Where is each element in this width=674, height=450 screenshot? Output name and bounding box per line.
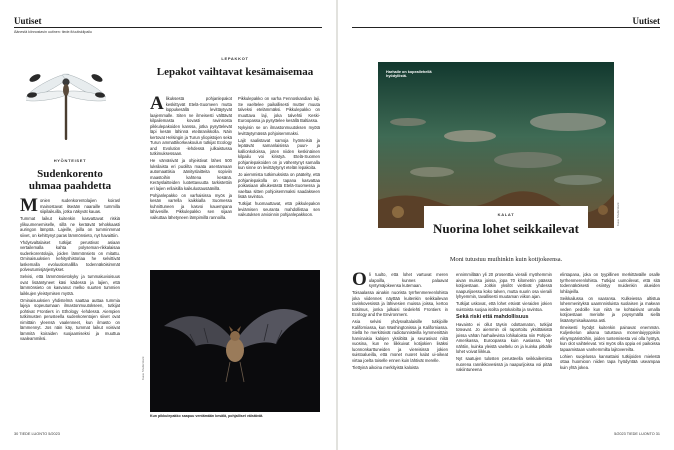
article-paragraph: Tutkijat uskovat, että lohet etsivät vieraiden jokien suistoista suojaa isoilta petokaloilta ja ravintoa.: [456, 301, 552, 312]
article-paragraph: elintapana, joka on tyypillinen merkittäväille osalle tyrrhenmerenlohista. Tutkijat uumoilevat, että sitä todennäköisesti esiintyy muidenkin alueiden lohilajeilla.: [560, 272, 660, 294]
article2-paragraph: Tutkijat huomauttavat, että pikkulepakon leviämisen seuranta mahdollistaa sen vaikutuksen arvioinnin pohjanlepakkoon.: [238, 201, 320, 217]
article1-paragraph: Selvisi, että lämmönsietokyky ja tummakuvioisuus ovat lisääntyneet käsi kädessä ja lajien, että lämmönsieto on kasvanut melko suurten tummien laikkujen yleistymisen myötä.: [20, 274, 120, 296]
article2-paragraph: Lajit saalistavat samoja hyönteisiä ja lepäävät samanlaisissa puun- ja kallionkoloissa, joten niiden keskinäinen kilpailu voi kiristyä. Etelä-Suomen pohjanlepakoiden on jo vähentynyt samalla kun sinne on levittäytynyt etelän lepakoita.: [238, 137, 320, 170]
article-paragraph: Nyt saatujen tulosten perusteella seikkailemista nuorena rannikkovesissä ja naapurijoissa voi pitää vakiintuneena: [456, 356, 552, 372]
article-paragraph: Tiettyinä aikoina merkityistä kaloista: [352, 364, 419, 370]
article-paragraph: Havainto ei ollut täysin odottamaton, tutkijat toteavat. Jo aiemmin oli raportoitu yksittäisistä joissa vähän harhailevista lohikaloista niin Pohjois-Amerikassa, Euroopassa kuin Aasiassa. Nyt nähtiin, kuinka yleistä vaeltelu on ja kuinka pitkälle lohet voivat liikkua.: [456, 321, 552, 354]
article2-dropcap: A: [150, 96, 164, 114]
tagline: Äänestä kiinnostavin uutinen: tiede.fi/uutiskilpailu: [14, 30, 92, 34]
article2-paragraph: Pikkulepakko on varha Fennoskandian laji. Se vaeltelee paikallisesti mutter muuta talveksi etelämmäksi. Pikkulepakko on muuttava laji, joka talvehtii Keski-Euroopassa ja pysyttelee kesällä Baltiassa.: [238, 96, 320, 123]
article1-paragraph: Tummat laikut kuitenkin kasvattavat riskiä ylikuumenemiselle, sillä ne keräävät tehokkaasti auringon lämpöä. Lajeille, joilla on tumminmmat siivet, on kehittynyt paras lämmönsieto, nyt havaittiin.: [20, 216, 120, 238]
bat-photo: [150, 270, 320, 412]
bat-photo-caption: Kun pikkulepakko saapuu ventämään kesälä, pohjalliset väistävät.: [150, 414, 264, 418]
article1-dropcap: M: [20, 198, 38, 216]
page-folio-left: 30 TIEDE LUONTO 5/2023: [14, 432, 60, 436]
article2-paragraph: Jo aiemmista tutkimuksista on päätelty, että pohjanlepakolla on tapana kasvattaa poikasiaan alkukesästä Etelä-Suomessa ja vaeltaa sitten pohjoisemmaksi saadakseen lisää ravintoa.: [238, 172, 320, 199]
article-dropcap: O: [352, 272, 367, 290]
section-title: Uutiset: [14, 16, 42, 26]
article-subhead: Sekä riski että mahdollisuus: [456, 314, 529, 320]
article-paragraph: li tuulto, että lohet vartuvat meren ulapoilla, kunnes palaavat syntymäjokeensa kutemaan.: [368, 272, 448, 288]
page-folio-right: 5/2023 TIEDE LUONTO 31: [614, 432, 660, 436]
right-page: [338, 0, 674, 450]
article2-paragraph: He värväsivät ja ohjeistivat lähes 500 luksilaista eri puolilta maata asentamaan automaattisia äänityslaitteita sopiviin maastoihin kahtena kesänä. Keräyslaitteiden luotettavuutta tarkistettiin eri lajien erilaisilla kaikuluotausäänillä.: [150, 158, 232, 191]
article-paragraph: Lohien suojelussa kannattaisi tutkijoiden mielestä ottaa huomioon niiden tapa hyödyntää useampaa kuin yhtä jokea.: [560, 353, 660, 370]
article2-paragraph: Pohjanlepakko on varhaisissa myös ja kesän varrella kaikkialla Suomessa kuhnittuneen ja kasvoi kauempana lähivesille. Pikkulepakko sen sijaan vaikuttaa lähetyneen lämpimillä rannoilla.: [150, 192, 232, 220]
article-column-2: [456, 272, 552, 428]
article-paragraph: Toisaalassa ainakin nuorista tyrrhenmereenlohista joka viidennes näyttää kuitenkin seikkailevan ravinkovesissä ja lähivesien muissa joissa, kertoo tutkimus, jonka julkaisi tiedelehti Frontiers in Ecology and the Environment.: [352, 290, 448, 317]
bat-photo-credit: Kuva: Shutterstock: [141, 356, 145, 380]
article-column-3: [560, 272, 660, 428]
header-rule: [14, 27, 322, 28]
salmon-photo-caption: Harhaile on kopeallehellä hyödyllistä.: [386, 70, 432, 78]
article1-kicker: HYÖNTEISET: [53, 158, 87, 163]
article1-paragraph: onien sudenkorentolajien koirasl mainostavat itseään naaraille tummilla siipilaikuilla, jotka näkyvät kauas.: [39, 198, 120, 214]
article-paragraph: Asia selvisi yhdysvaltalaisille tutkijoille Kaliforniassa, kun Washingtonissa ja Kaliforniassa. Siellä he merkitsivät radiotunnisteilla kymmenittäin harvinaisia kalojen yksilöitä ja seurasivat niitä vuosina, kun ne liikkuivat kotijokien lisäksi luonnonkarttuneiden ja viereisissä jokien suistoalueilla, että monet nuoret kalat ui-oikeat virtaa joelta toiselle ennen kuin lähtivät merelle.: [352, 319, 448, 363]
dragonfly-image: [26, 56, 106, 144]
article2-paragraph: likuksestä pohjanlepakot keskittyvät Etelä-Suomeen mutta loppukesällä levittäytyvät laajemmalle. Siten ne ilmeisesti välttävät kilpailemasta kovasti ravinnosta pikkulepakoiden kanssa, jotka pysyttelevät läpi kesän lähinnä eteläranikkolla. Näin kertovat Helsingin ja Turun yliopistojen sekä Turun ammattikorkeakoulun tutkijat Ecology and Evolution -lehdessä julkaistussa tutkimuksessaan.: [150, 96, 232, 156]
article1-title: Sudenkorento uhmaa paahdetta: [28, 168, 112, 193]
article1-paragraph: Ominaisuuksien yhdistelmä saattaa auttaa tummia lajeja sopeutumaan ilmastonmuutokseen, tutkijat pohtivat Frontiers in Ethology -lehdessä. Aiempien tutkimusten perusteella sudenkorentojen siivet ovat nimittäin yleensä vaalenneet, kun ilmasto on lämmennyt. Jos näin käy, tummat laikut voisivat lämmitä koiraiden suojaamiseksi ja muuttua vaaleammiksi.: [20, 297, 120, 341]
left-page: [0, 0, 336, 450]
article2-body: [150, 96, 320, 260]
article-column-1: [352, 272, 448, 428]
article-standfirst: Moni tutustuu muihinkin kuin kotijokeensa.: [449, 256, 563, 263]
article-title: Nuorina lohet seikkailevat: [433, 221, 579, 236]
section-title: Uutiset: [632, 16, 660, 26]
article-paragraph: ennimmillään yli 20 prosenttia vieraili myöhemmin aivan muissa joissa, jopa 70 kilometrin päässä kotijoestaan. Joitkin yksilöt viettivät yhdessä naapurijoessa koko talven, mutta suurin osa vieraili lyhyemmin, tavallisesti muutaman viikon ajan.: [456, 272, 552, 299]
article1-paragraph: Yhdysvaltalaiset tutkijat perustivat asiaan vertailemalla kahta polyseman-rikkalaisaa sudenkorentolajia, joiden lämmönsieto on mitattu. Ominaisuuksien kehityshistoriaa he selvittivät laskemalla evoluutiomallilla todennäköisimmät polveutumisjärjestykset.: [20, 239, 120, 272]
salmon-photo: [378, 62, 614, 228]
article-paragraph: Ilmeisesti hyödyt kuitenkin painavat enemmän. Kuljeskelun aikana tutustuva monenlaiyyppisiin elinympäristöihin, joiden tuntemisesta voi olla hyötyä, kun olot vaihtelevat. Voi myös olla oppia eri paikoissa tapaamistaan vanhemmilta lajitovereilta.: [560, 324, 660, 352]
article-paragraph: Seikkailussa on vaaransa. Kulkeiessa altistua lohenmenityksä uaamnnisluista suolaisen ja makean veden pedoille kun niitä ne kohtaisivat umalla kotijoestaan meriolte ja poysymällä siellä lisääntymisaikaansa asti.: [560, 295, 660, 323]
article2-kicker: LEPAKKOT: [221, 56, 249, 61]
article1-body: [20, 198, 120, 426]
header-rule: [352, 27, 660, 28]
salmon-photo-credit: Kuva: Shutterstock: [616, 202, 620, 226]
article2-paragraph: Nykyisin se on ilmastonmuutoksen myötä levittäytymässä pohjoisemmaksi.: [238, 125, 320, 136]
article-kicker: KALAT: [497, 212, 515, 217]
article2-title: Lepakot vaihtavat kesämaisemaa: [156, 66, 314, 78]
